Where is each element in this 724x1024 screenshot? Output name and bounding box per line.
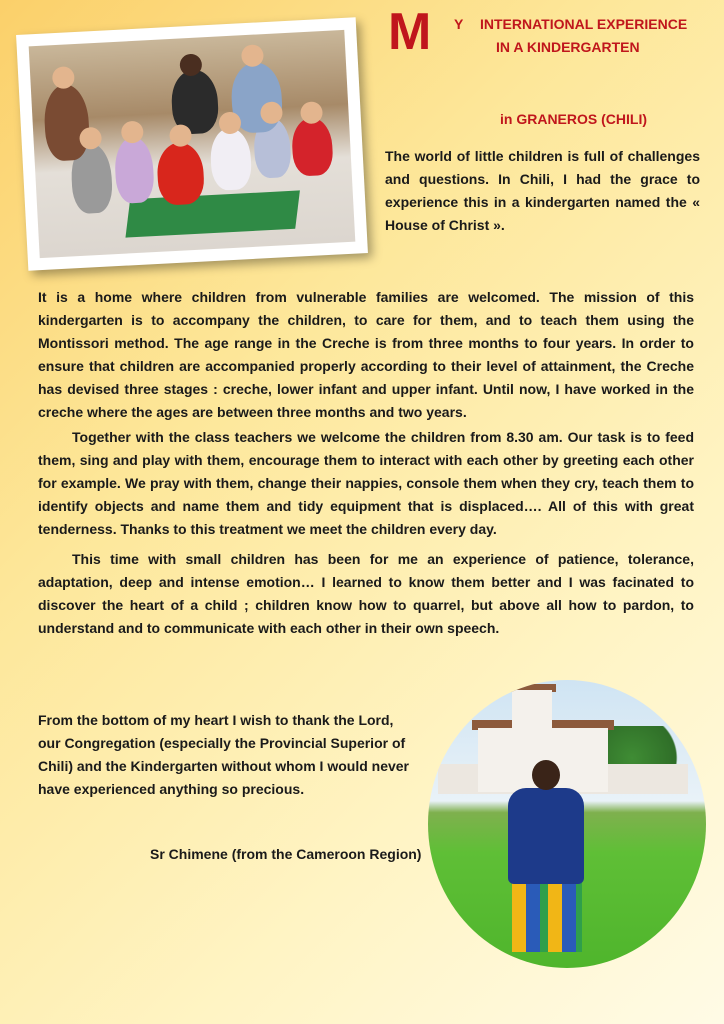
sister-portrait-photo [428, 680, 706, 968]
person-jacket [508, 788, 584, 884]
title-line-1: INTERNATIONAL EXPERIENCE [480, 16, 688, 32]
title-drop-cap: M [388, 3, 432, 61]
child-figure [291, 117, 334, 177]
kindergarten-photo-image [29, 30, 356, 258]
title-letter-y: Y [454, 16, 464, 32]
body-paragraph-1: It is a home where children from vulnerable families are welcomed. The mission of this kindergarten is to accompany the children, to care for them, and to teach them using the Montissori method. The age range in the Creche is from three months to four years. In order to ensure that children are accompanied properly according to their level of attainment, the Creche has devised three stages : creche, lower infant and upper infant. Until now, I have worked in the creche where the ages are between three months and two years. [38, 289, 694, 420]
page-subtitle: in GRANEROS (CHILI) [500, 111, 647, 127]
play-mat [125, 190, 299, 237]
child-head [169, 124, 192, 147]
intro-paragraph: The world of little children is full of challenges and questions. In Chili, I had the grace to experience this in a kindergarten named the « House of Christ ». [385, 148, 700, 233]
child-figure [114, 136, 155, 204]
signature: Sr Chimene (from the Cameroon Region) [150, 846, 422, 862]
page-title [388, 3, 708, 61]
child-figure [156, 141, 205, 205]
kindergarten-photo [16, 17, 368, 270]
thanks-paragraph: From the bottom of my heart I wish to thank the Lord, our Congregation (especially the Provincial Superior of Chili) and the Kindergarten without whom I would never have experienced anything so precious. [38, 712, 410, 797]
adult-figure [43, 83, 91, 161]
body-paragraph-2: Together with the class teachers we welcome the children from 8.30 am. Our task is to feed them, sing and play with them, encourage them to interact with each other by greeting each other for example. We pray with them, change their nappies, console them when they cry, teach them to identify objects and name them and tidy equipment that is displaced…. All of this with great tenderness. Thanks to this treatment we meet the children every day. [38, 429, 694, 537]
patterned-skirt [512, 876, 582, 952]
child-figure [209, 127, 252, 191]
bell-tower [512, 690, 552, 740]
person-head [532, 760, 560, 790]
title-line-2: IN A KINDERGARTEN [496, 39, 640, 55]
body-paragraph-3: This time with small children has been for me an experience of patience, tolerance, adaptation, deep and intense emotion… I learned to know them better and I was facinated to discover the heart of a child ; children know how to quarrel, but above all how to pardon, to understand and to communicate with each other in their own speech. [38, 551, 694, 636]
